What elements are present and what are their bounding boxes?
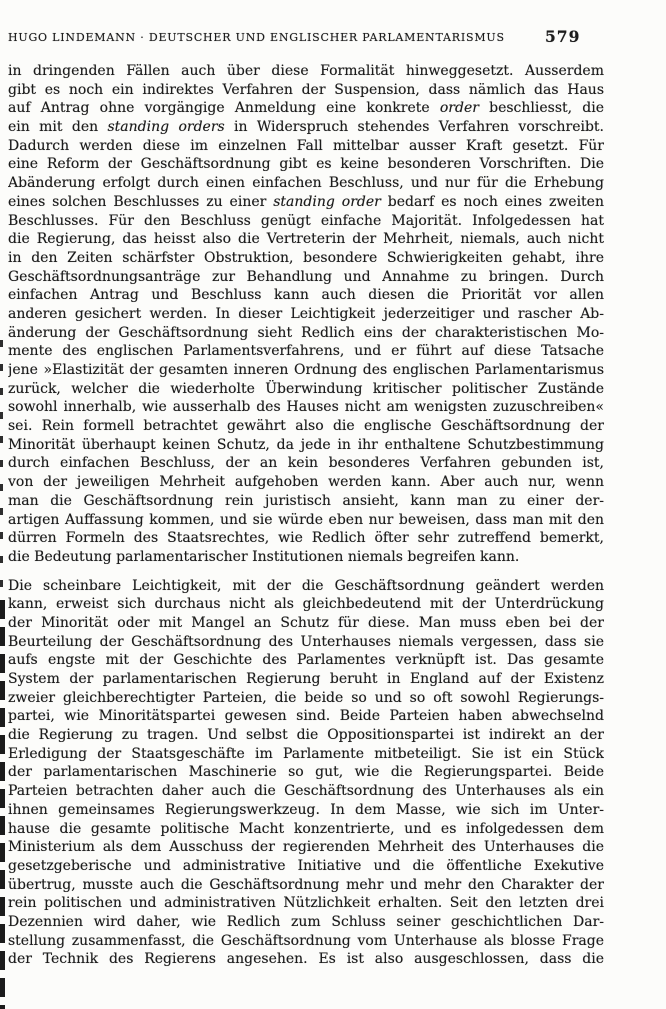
text-line: auf Antrag ohne vorgängige Anmeldung eine konkrete order beschliesst, die — [8, 100, 604, 117]
text-line: man die Geschäftsordnung rein juristisch ansieht, kann man zu einer der- — [8, 492, 604, 509]
text-line: änderung der Geschäftsordnung sieht Redlich eins der charakteristischen Mo- — [8, 324, 604, 341]
text-line: ein mit den standing orders in Widerspruch stehendes Verfahren vorschreibt. — [8, 119, 604, 136]
paragraph-1 — [8, 62, 604, 567]
running-title: HUGO LINDEMANN · DEUTSCHER UND ENGLISCHER PARLAMENTARISMUS — [8, 31, 505, 44]
page-header — [8, 29, 666, 47]
text-line: zweier gleichberechtigter Parteien, die beide so und so oft sowohl Regierungs- — [8, 689, 604, 706]
text-line: der parlamentarischen Maschinerie so gut, wie die Regierungspartei. Beide — [8, 764, 604, 781]
text-line: Beschlusses. Für den Beschluss genügt einfache Majorität. Infolgedessen hat — [8, 212, 604, 229]
text-line: aufs engste mit der Geschichte des Parlamentes verknüpft ist. Das gesamte — [8, 652, 604, 669]
text-line: Die scheinbare Leichtigkeit, mit der die Geschäftsordnung geändert werden — [8, 577, 604, 594]
text-line: Geschäftsordnungsanträge zur Behandlung und Annahme zu bringen. Durch — [8, 268, 604, 285]
text-line: System der parlamentarischen Regierung beruht in England auf der Existenz — [8, 671, 604, 687]
text-line: die Bedeutung parlamentarischer Institutionen niemals begreifen kann. — [8, 548, 520, 565]
text-line: Erledigung der Staatsgeschäfte im Parlamente mitbeteiligt. Sie ist ein Stück — [8, 745, 604, 762]
scan-binding-artifact — [0, 600, 5, 1009]
text-line: die Regierung zu tragen. Und selbst die Oppositionspartei ist indirekt an der — [8, 727, 604, 744]
text-line: Abänderung erfolgt durch einen einfachen Beschluss, und nur für die Erhebung — [8, 175, 604, 192]
paragraph-2 — [8, 577, 604, 969]
text-line: sowohl innerhalb, wie ausserhalb des Hauses nicht am wenigsten zuzuschreiben« — [8, 399, 604, 416]
text-line: Beurteilung der Geschäftsordnung des Unterhauses niemals vergessen, dass sie — [8, 633, 604, 650]
text-line: sei. Rein formell betrachtet gewährt also die englische Geschäftsordnung der — [8, 418, 604, 435]
text-line: einfachen Antrag und Beschluss kann auch diesen die Priorität vor allen — [8, 287, 604, 304]
text-line: eine Reform der Geschäftsordnung gibt es keine besonderen Vorschriften. Die — [8, 156, 604, 173]
text-line: anderen gesichert werden. In dieser Leichtigkeit jederzeitiger und rascher Ab- — [8, 305, 604, 322]
text-line: eines solchen Beschlusses zu einer standing order bedarf es noch eines zweiten — [8, 193, 604, 210]
text-line: rein politischen und administrativen Nützlichkeit erhalten. Seit den letzten drei — [8, 895, 604, 912]
text-line: Dezennien wird daher, wie Redlich zum Schluss seiner geschichtlichen Dar- — [8, 913, 604, 930]
text-line: stellung zusammenfasst, die Geschäftsordnung vom Unterhause als blosse Frage — [8, 932, 604, 949]
text-line: ihnen gemeinsames Regierungswerkzeug. In dem Masse, wie sich im Unter- — [8, 801, 604, 818]
page-body — [8, 62, 604, 969]
text-line: durch einfachen Beschluss, der an kein besonderes Verfahren gebunden ist, — [8, 455, 604, 472]
text-line: Parteien betrachten daher auch die Geschäftsordnung des Unterhauses als ein — [8, 783, 604, 800]
text-line: kann, erweist sich durchaus nicht als gleichbedeutend mit der Unterdrückung — [8, 596, 604, 613]
text-line: zurück, welcher die wiederholte Überwindung kritischer politischer Zustände — [8, 380, 604, 397]
text-line: artigen Auffassung kommen, und sie würde eben nur beweisen, dass man mit den — [8, 511, 604, 528]
text-line: Dadurch werden diese im einzelnen Fall mittelbar ausser Kraft gesetzt. Für — [8, 137, 604, 154]
text-line: gibt es noch ein indirektes Verfahren der Suspension, dass nämlich das Haus — [8, 81, 604, 98]
page-number: 579 — [545, 27, 581, 46]
text-line: mente des englischen Parlamentsverfahrens, und er führt auf diese Tatsache — [8, 343, 604, 360]
text-line: die Regierung, das heisst also die Vertreterin der Mehrheit, niemals, auch nicht — [8, 231, 604, 248]
text-line: der Minorität oder mit Mangel an Schutz für diese. Man muss eben bei der — [8, 614, 604, 631]
scan-binding-artifact — [0, 340, 3, 600]
text-line: Ministerium als dem Ausschuss der regierenden Mehrheit des Unterhauses die — [8, 839, 604, 856]
text-line: von der jeweiligen Mehrheit aufgehoben werden kann. Aber auch nur, wenn — [8, 474, 604, 491]
text-line: Minorität überhaupt keinen Schutz, da jede in ihr enthaltene Schutzbestimmung — [8, 436, 604, 453]
text-line: in dringenden Fällen auch über diese Formalität hinweggesetzt. Ausserdem — [8, 63, 604, 79]
text-line: jene »Elastizität der gesamten inneren Ordnung des englischen Parlamentarismus — [8, 362, 604, 378]
text-line: in den Zeiten schärfster Obstruktion, besondere Schwierigkeiten gehabt, ihre — [8, 249, 604, 266]
text-line: gesetzgeberische und administrative Initiative und die öffentliche Exekutive — [8, 857, 604, 874]
text-line: hause die gesamte politische Macht konzentrierte, und es infolgedessen dem — [8, 820, 604, 837]
text-line: der Technik des Regierens angesehen. Es ist also ausgeschlossen, dass die — [8, 951, 604, 968]
text-line: dürren Formeln des Staatsrechtes, wie Redlich öfter sehr zutreffend bemerkt, — [8, 530, 604, 547]
text-line: partei, wie Minoritätspartei gewesen sind. Beide Parteien haben abwechselnd — [8, 708, 604, 725]
text-line: übertrug, musste auch die Geschäftsordnung mehr und mehr den Charakter der — [8, 876, 604, 893]
